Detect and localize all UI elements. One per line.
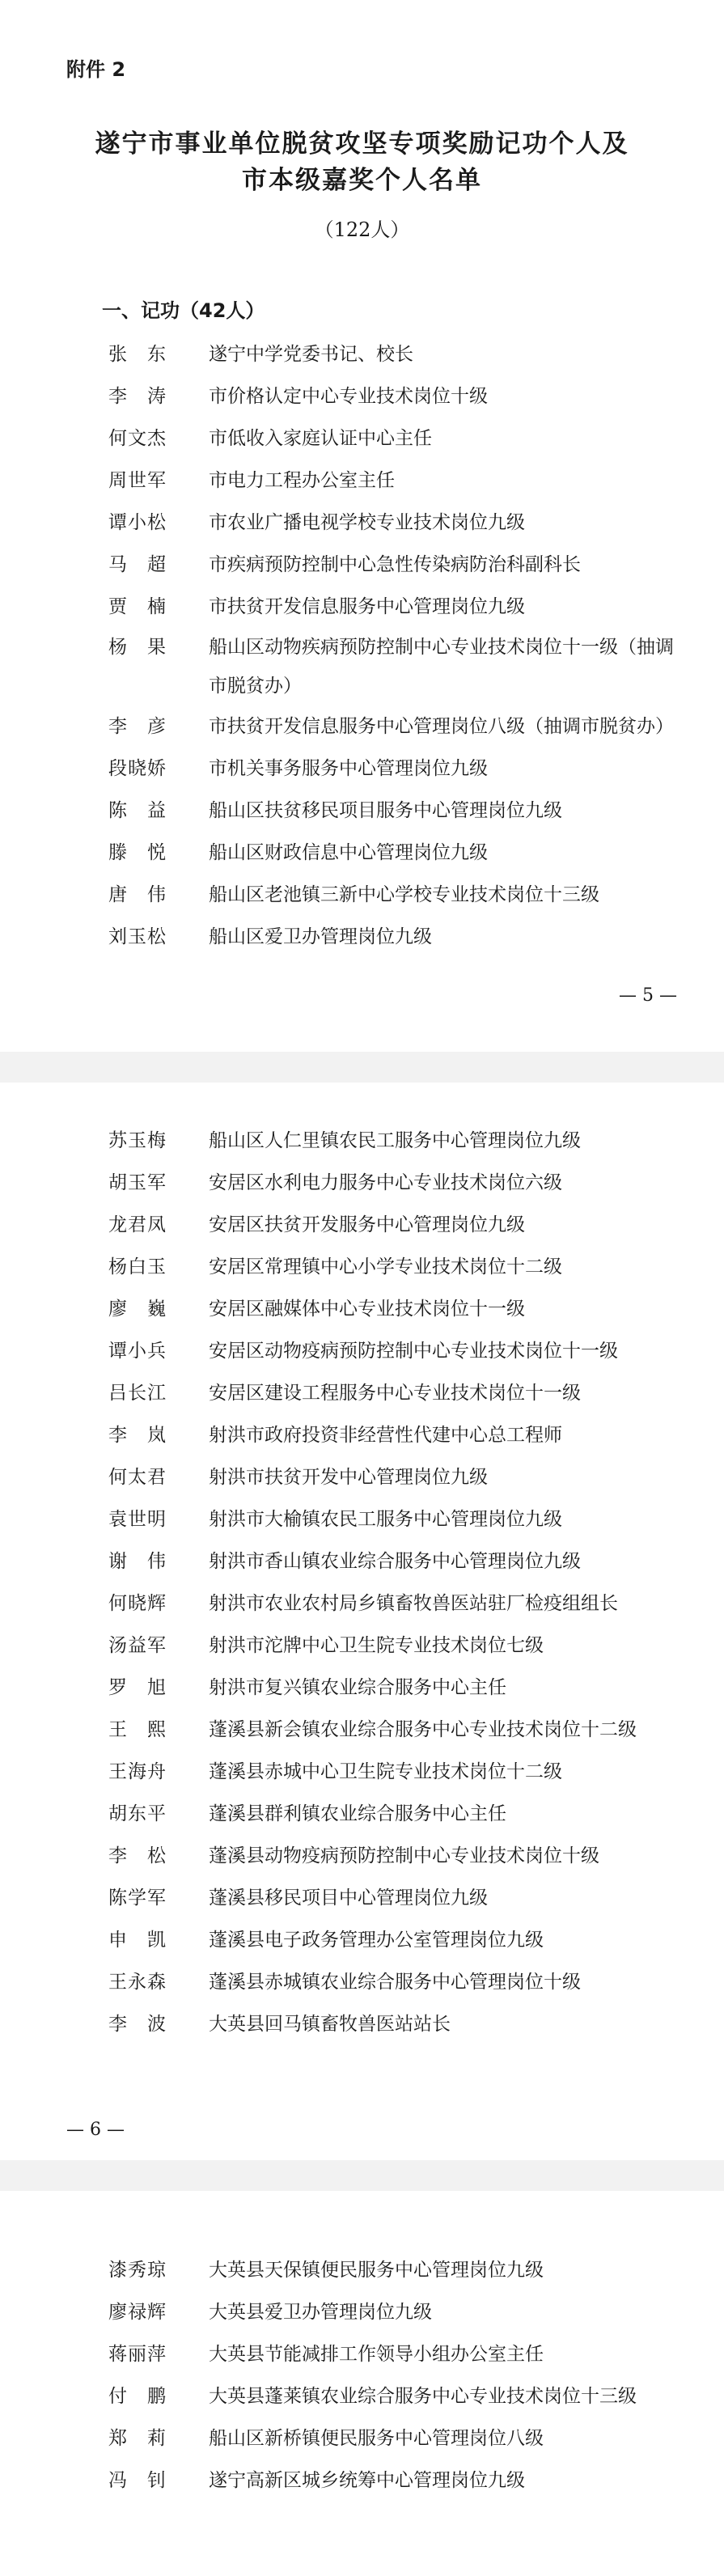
person-position: 蓬溪县新会镇农业综合服务中心专业技术岗位十二级	[209, 1719, 637, 1740]
person-position: 市机关事务服务中心管理岗位九级	[209, 758, 488, 779]
person-name: 王海舟	[108, 1761, 167, 1782]
document-title-line-1: 遂宁市事业单位脱贫攻坚专项奖励记功个人及	[95, 129, 629, 159]
person-position: 蓬溪县赤城中心卫生院专业技术岗位十二级	[209, 1761, 562, 1782]
person-name: 胡东平	[108, 1803, 167, 1824]
list-item	[108, 1330, 691, 1372]
list-item	[108, 1204, 691, 1246]
person-name: 谢 伟	[108, 1551, 167, 1572]
person-name: 谭小兵	[108, 1341, 167, 1362]
list-item	[108, 417, 691, 460]
document-title-line-2: 市本级嘉奖个人名单	[242, 166, 482, 195]
person-name: 贾 楠	[108, 596, 167, 617]
person-name: 袁世明	[108, 1509, 167, 1530]
person-name: 王 熙	[108, 1719, 167, 1740]
section-heading: 一、记功（42人）	[102, 299, 265, 322]
person-name: 李 彦	[108, 716, 167, 737]
person-position: 蓬溪县电子政务管理办公室管理岗位九级	[209, 1930, 544, 1951]
honoree-list-page-1	[108, 333, 691, 958]
person-name: 陈 益	[108, 800, 167, 821]
person-name: 汤益军	[108, 1635, 167, 1656]
list-item	[108, 1120, 691, 1162]
person-name: 苏玉梅	[108, 1130, 167, 1151]
person-position: 大英县回马镇畜牧兽医站站长	[209, 2014, 451, 2035]
person-position: 船山区人仁里镇农民工服务中心管理岗位九级	[209, 1130, 581, 1151]
person-position: 船山区动物疾病预防控制中心专业技术岗位十一级（抽调市脱贫办）	[209, 637, 674, 697]
person-name: 李 波	[108, 2014, 167, 2035]
person-position: 大英县天保镇便民服务中心管理岗位九级	[209, 2260, 544, 2281]
person-position: 蓬溪县赤城镇农业综合服务中心管理岗位十级	[209, 1972, 581, 1993]
person-name: 蒋丽萍	[108, 2344, 167, 2365]
person-position: 市农业广播电视学校专业技术岗位九级	[209, 512, 525, 533]
person-position: 船山区新桥镇便民服务中心管理岗位八级	[209, 2428, 544, 2449]
person-position: 船山区爱卫办管理岗位九级	[209, 926, 432, 947]
person-position: 蓬溪县群利镇农业综合服务中心主任	[209, 1803, 506, 1824]
list-item	[108, 748, 691, 790]
list-item	[108, 1667, 691, 1709]
person-position: 射洪市香山镇农业综合服务中心管理岗位九级	[209, 1551, 581, 1572]
list-item	[108, 586, 691, 628]
person-position: 大英县爱卫办管理岗位九级	[209, 2302, 432, 2323]
person-position: 蓬溪县移民项目中心管理岗位九级	[209, 1888, 488, 1909]
person-position: 蓬溪县动物疫病预防控制中心专业技术岗位十级	[209, 1845, 599, 1866]
person-name: 李 岚	[108, 1425, 167, 1446]
person-position: 市电力工程办公室主任	[209, 470, 395, 491]
person-name: 胡玉军	[108, 1172, 167, 1193]
person-name: 廖禄辉	[108, 2302, 167, 2323]
person-position: 安居区建设工程服务中心专业技术岗位十一级	[209, 1383, 581, 1404]
person-name: 付 鹏	[108, 2386, 167, 2407]
list-item	[108, 2417, 691, 2459]
person-name: 刘玉松	[108, 926, 167, 947]
person-name: 段晓娇	[108, 758, 167, 779]
list-item	[108, 544, 691, 586]
person-name: 郑 莉	[108, 2428, 167, 2449]
person-position: 射洪市政府投资非经营性代建中心总工程师	[209, 1425, 562, 1446]
list-item	[108, 1793, 691, 1835]
person-position: 射洪市复兴镇农业综合服务中心主任	[209, 1677, 506, 1698]
list-item	[108, 1877, 691, 1919]
total-count: （122人）	[314, 218, 410, 241]
page-separator	[0, 2160, 724, 2191]
list-item	[108, 2003, 691, 2045]
person-position: 安居区融媒体中心专业技术岗位十一级	[209, 1299, 525, 1320]
list-item	[108, 705, 691, 748]
person-position: 射洪市农业农村局乡镇畜牧兽医站驻厂检疫组组长	[209, 1593, 618, 1614]
list-item	[108, 2333, 691, 2375]
attachment-label: 附件 2	[66, 58, 126, 81]
person-name: 杨白玉	[108, 1256, 167, 1277]
list-item	[108, 1582, 691, 1625]
list-item	[108, 790, 691, 832]
person-name: 周世军	[108, 470, 167, 491]
list-item	[108, 916, 691, 958]
document-page-1	[0, 0, 724, 1052]
list-item	[108, 628, 691, 705]
person-position: 市扶贫开发信息服务中心管理岗位八级（抽调市脱贫办）	[209, 716, 674, 737]
person-name: 何太君	[108, 1467, 167, 1488]
person-position: 射洪市沱牌中心卫生院专业技术岗位七级	[209, 1635, 544, 1656]
person-position: 市低收入家庭认证中心主任	[209, 428, 432, 449]
person-name: 漆秀琼	[108, 2260, 167, 2281]
person-position: 大英县蓬莱镇农业综合服务中心专业技术岗位十三级	[209, 2386, 637, 2407]
list-item	[108, 1835, 691, 1877]
person-position: 安居区水利电力服务中心专业技术岗位六级	[209, 1172, 562, 1193]
list-item	[108, 1498, 691, 1540]
honoree-list-page-2	[108, 1120, 691, 2045]
person-position: 安居区扶贫开发服务中心管理岗位九级	[209, 1214, 525, 1235]
list-item	[108, 1288, 691, 1330]
person-position: 遂宁中学党委书记、校长	[209, 344, 413, 365]
person-name: 唐 伟	[108, 884, 167, 905]
person-name: 谭小松	[108, 512, 167, 533]
list-item	[108, 1414, 691, 1456]
list-item	[108, 1709, 691, 1751]
person-name: 何晓辉	[108, 1593, 167, 1614]
person-position: 遂宁高新区城乡统筹中心管理岗位九级	[209, 2470, 525, 2491]
list-item	[108, 460, 691, 502]
person-name: 申 凯	[108, 1930, 167, 1951]
person-position: 安居区常理镇中心小学专业技术岗位十二级	[209, 1256, 562, 1277]
list-item	[108, 2291, 691, 2333]
person-name: 陈学军	[108, 1888, 167, 1909]
person-name: 冯 钊	[108, 2470, 167, 2491]
page-number: — 5 —	[619, 985, 677, 1006]
person-name: 何文杰	[108, 428, 167, 449]
list-item	[108, 1246, 691, 1288]
person-name: 李 松	[108, 1845, 167, 1866]
person-name: 杨 果	[108, 637, 167, 658]
list-item	[108, 333, 691, 375]
person-name: 罗 旭	[108, 1677, 167, 1698]
list-item	[108, 2249, 691, 2291]
list-item	[108, 832, 691, 874]
person-name: 龙君凤	[108, 1214, 167, 1235]
person-position: 射洪市扶贫开发中心管理岗位九级	[209, 1467, 488, 1488]
page-number: — 6 —	[66, 2120, 125, 2140]
list-item	[108, 2459, 691, 2502]
list-item	[108, 502, 691, 544]
list-item	[108, 1162, 691, 1204]
list-item	[108, 375, 691, 417]
person-position: 市扶贫开发信息服务中心管理岗位九级	[209, 596, 525, 617]
list-item	[108, 1961, 691, 2003]
list-item	[108, 874, 691, 916]
person-name: 吕长江	[108, 1383, 167, 1404]
page-separator	[0, 1052, 724, 1083]
list-item	[108, 1751, 691, 1793]
person-position: 安居区动物疫病预防控制中心专业技术岗位十一级	[209, 1341, 618, 1362]
list-item	[108, 1456, 691, 1498]
honoree-list-page-3	[108, 2249, 691, 2502]
person-position: 大英县节能减排工作领导小组办公室主任	[209, 2344, 544, 2365]
person-name: 李 涛	[108, 386, 167, 407]
list-item	[108, 1372, 691, 1414]
list-item	[108, 1625, 691, 1667]
person-position: 船山区扶贫移民项目服务中心管理岗位九级	[209, 800, 562, 821]
person-position: 船山区老池镇三新中心学校专业技术岗位十三级	[209, 884, 599, 905]
person-position: 市价格认定中心专业技术岗位十级	[209, 386, 488, 407]
person-position: 射洪市大榆镇农民工服务中心管理岗位九级	[209, 1509, 562, 1530]
list-item	[108, 1919, 691, 1961]
person-name: 王永森	[108, 1972, 167, 1993]
person-name: 马 超	[108, 554, 167, 575]
document-page-3	[0, 2191, 724, 2576]
person-name: 张 东	[108, 344, 167, 365]
person-name: 滕 悦	[108, 842, 167, 863]
person-name: 廖 巍	[108, 1299, 167, 1320]
document-page-2	[0, 1083, 724, 2160]
list-item	[108, 2375, 691, 2417]
person-position: 船山区财政信息中心管理岗位九级	[209, 842, 488, 863]
person-position: 市疾病预防控制中心急性传染病防治科副科长	[209, 554, 581, 575]
list-item	[108, 1540, 691, 1582]
